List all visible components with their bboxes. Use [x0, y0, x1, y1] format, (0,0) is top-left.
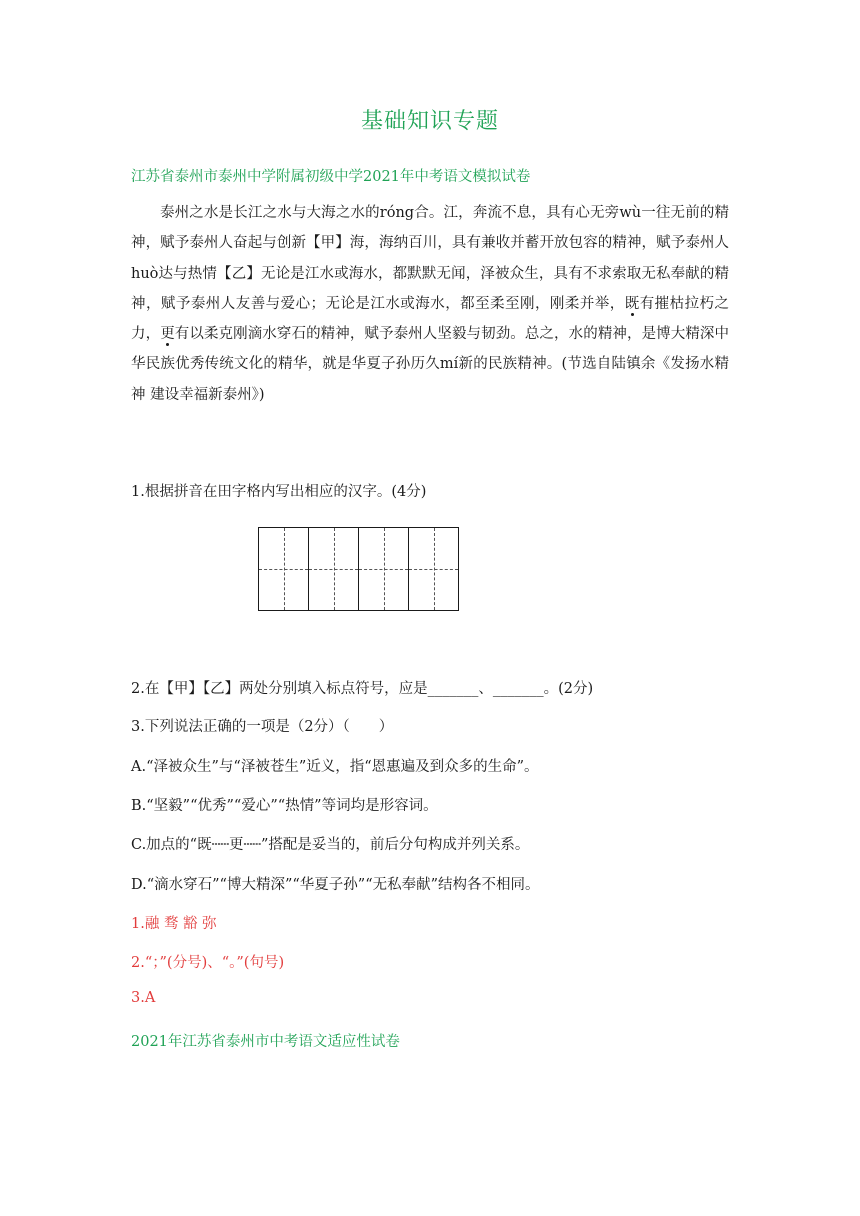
reading-passage: [131, 198, 729, 410]
passage-text-part-3: 有以柔克刚滴水穿石的精神，赋予泰州人坚毅与韧劲。总之，水的精神，是博大精深中华民族优秀传统文化的精华，就是华夏子孙历久mí新的民族精神。(节选自陆镇余《发扬水精神 建设幸福新泰州》): [131, 326, 730, 403]
tianzige-cell-3[interactable]: [359, 528, 409, 610]
answer-2: 2.“；”(分号)、“。”(句号): [131, 955, 285, 971]
tianzige-cell-4[interactable]: [409, 528, 458, 610]
question-1: 1.根据拼音在田字格内写出相应的汉字。(4分): [131, 484, 427, 500]
section-heading-2: 2021年江苏省泰州市中考语文适应性试卷: [131, 1034, 400, 1050]
question-3: 3.下列说法正确的一项是（2分）（ ）: [131, 719, 394, 735]
emphasis-char-ji: 既: [624, 295, 640, 312]
section-heading-1: 江苏省泰州市泰州中学附属初级中学2021年中考语文模拟试卷: [131, 169, 531, 185]
tianzige-grid[interactable]: [258, 527, 459, 611]
document-title: 基础知识专题: [360, 109, 499, 134]
option-b: B.“坚毅”“优秀”“爱心”“热情”等词均是形容词。: [131, 798, 438, 814]
emphasis-char-geng: 更: [160, 326, 175, 343]
tianzige-cell-1[interactable]: [259, 528, 309, 610]
option-d: D.“滴水穿石”“博大精深”“华夏子孙”“无私奉献”结构各不相同。: [131, 877, 540, 893]
passage-text-part-1: 泰州之水是长江之水与大海之水的róng合。江，奔流不息，具有心无旁wù一往无前的精神，赋予泰州人奋起与创新【甲】海，海纳百川，具有兼收并蓄开放包容的精神，赋予泰州人huò达与热情【乙】无论是江水或海水，都默默无闻，泽被众生，具有不求索取无私奉献的精神，赋予泰州人友善与爱心；无论是江水或海水，都至柔至刚，刚柔并举，: [131, 205, 729, 312]
option-a: A.“泽被众生”与“泽被苍生”近义，指“恩惠遍及到众多的生命”。: [131, 759, 539, 775]
question-2: 2.在【甲】【乙】两处分别填入标点符号，应是_______、_______。(2分): [131, 681, 594, 697]
answer-1: 1.融 骛 豁 弥: [131, 916, 217, 932]
passage-text-part-2: 有摧枯拉朽之力，: [131, 295, 730, 343]
passage-paragraph: [131, 198, 729, 410]
tianzige-cell-2[interactable]: [309, 528, 359, 610]
answer-3: 3.A: [131, 990, 156, 1006]
option-c: C.加点的“既┄┄更┄┄”搭配是妥当的，前后分句构成并列关系。: [131, 837, 530, 853]
